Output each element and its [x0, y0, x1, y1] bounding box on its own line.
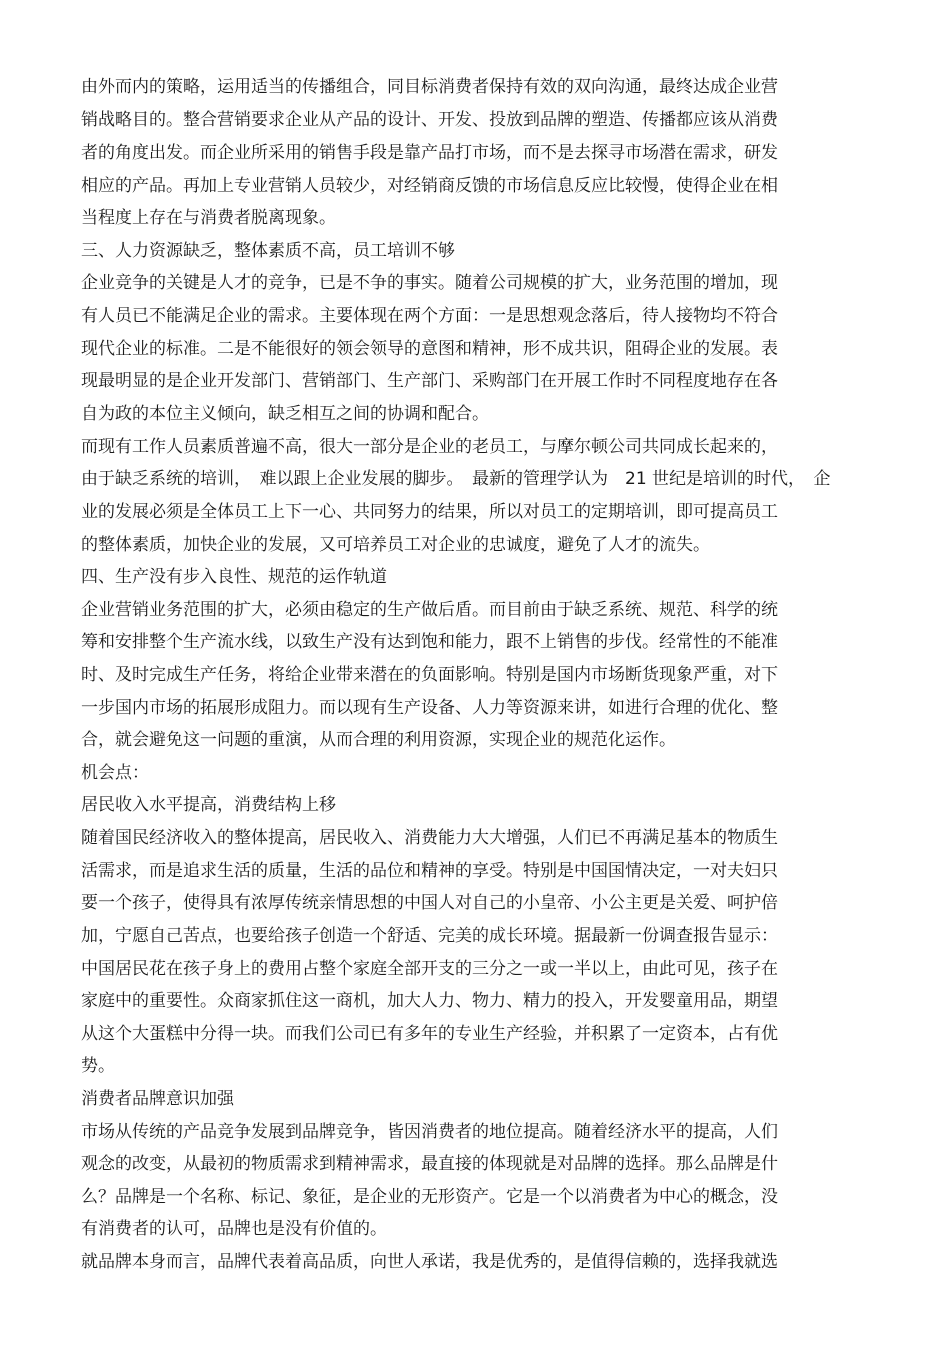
- section-heading: 机会点：: [81, 763, 149, 783]
- text-line: 企业竞争的关键是人才的竞争，已是不争的事实。随着公司规模的扩大，业务范围的增加，现: [81, 273, 778, 293]
- text-line: 有消费者的认可，品牌也是没有价值的。: [81, 1219, 387, 1239]
- section-heading: 三、人力资源缺乏，整体素质不高，员工培训不够: [81, 241, 455, 261]
- text-line: 活需求，而是追求生活的质量，生活的品位和精神的享受。特别是中国国情决定，一对夫妇只: [81, 861, 778, 881]
- text-line: 势。: [81, 1056, 115, 1076]
- subsection-heading: 消费者品牌意识加强: [81, 1089, 234, 1109]
- text-line: 合，就会避免这一问题的重演，从而合理的利用资源，实现企业的规范化运作。: [81, 730, 676, 750]
- text-line: 要一个孩子，使得具有浓厚传统亲情思想的中国人对自己的小皇帝、小公主更是关爱、呵护倍: [81, 893, 778, 913]
- text-line: 当程度上存在与消费者脱离现象。: [81, 208, 336, 228]
- text-line: 中国居民花在孩子身上的费用占整个家庭全部开支的三分之一或一半以上，由此可见，孩子在: [81, 959, 778, 979]
- text-line: 自为政的本位主义倾向，缺乏相互之间的协调和配合。: [81, 404, 489, 424]
- text-line: 由外而内的策略，运用适当的传播组合，同目标消费者保持有效的双向沟通，最终达成企业营: [81, 77, 778, 97]
- text-line: 而现有工作人员素质普遍不高，很大一部分是企业的老员工，与摩尔顿公司共同成长起来的，: [81, 437, 778, 457]
- text-line: 由于缺乏系统的培训， 难以跟上企业发展的脚步。 最新的管理学认为 21 世纪是培训的时代， 企: [81, 469, 831, 489]
- text-line: 加，宁愿自己苦点，也要给孩子创造一个舒适、完美的成长环境。据最新一份调查报告显示：: [81, 926, 778, 946]
- section-heading: 四、生产没有步入良性、规范的运作轨道: [81, 567, 387, 587]
- text-line: 就品牌本身而言，品牌代表着高品质，向世人承诺，我是优秀的，是值得信赖的，选择我就选: [81, 1252, 778, 1272]
- text-line: 业的发展必须是全体员工上下一心、共同努力的结果，所以对员工的定期培训，即可提高员工: [81, 502, 778, 522]
- text-line: 者的角度出发。而企业所采用的销售手段是靠产品打市场，而不是去探寻市场潜在需求，研发: [81, 143, 778, 163]
- text-line: 随着国民经济收入的整体提高，居民收入、消费能力大大增强，人们已不再满足基本的物质生: [81, 828, 778, 848]
- text-line: 家庭中的重要性。众商家抓住这一商机，加大人力、物力、精力的投入，开发婴童用品，期望: [81, 991, 778, 1011]
- text-line: 销战略目的。整合营销要求企业从产品的设计、开发、投放到品牌的塑造、传播都应该从消费: [81, 110, 778, 130]
- text-line: 一步国内市场的拓展形成阻力。而以现有生产设备、人力等资源来讲，如进行合理的优化、整: [81, 698, 778, 718]
- text-line: 时、及时完成生产任务，将给企业带来潜在的负面影响。特别是国内市场断货现象严重，对下: [81, 665, 778, 685]
- text-line: 么？品牌是一个名称、标记、象征，是企业的无形资产。它是一个以消费者为中心的概念，没: [81, 1187, 778, 1207]
- text-line: 从这个大蛋糕中分得一块。而我们公司已有多年的专业生产经验，并积累了一定资本，占有优: [81, 1024, 778, 1044]
- text-line: 市场从传统的产品竞争发展到品牌竞争，皆因消费者的地位提高。随着经济水平的提高，人们: [81, 1122, 778, 1142]
- subsection-heading: 居民收入水平提高，消费结构上移: [81, 795, 336, 815]
- text-line: 现最明显的是企业开发部门、营销部门、生产部门、采购部门在开展工作时不同程度地存在各: [81, 371, 778, 391]
- text-line: 筹和安排整个生产流水线，以致生产没有达到饱和能力，跟不上销售的步伐。经常性的不能准: [81, 632, 778, 652]
- text-line: 现代企业的标准。二是不能很好的领会领导的意图和精神，形不成共识，阻碍企业的发展。表: [81, 339, 778, 359]
- text-line: 观念的改变，从最初的物质需求到精神需求，最直接的体现就是对品牌的选择。那么品牌是什: [81, 1154, 778, 1174]
- text-line: 企业营销业务范围的扩大，必须由稳定的生产做后盾。而目前由于缺乏系统、规范、科学的统: [81, 600, 778, 620]
- text-line: 的整体素质，加快企业的发展，又可培养员工对企业的忠诚度，避免了人才的流失。: [81, 535, 710, 555]
- text-line: 有人员已不能满足企业的需求。主要体现在两个方面：一是思想观念落后，待人接物均不符合: [81, 306, 778, 326]
- text-line: 相应的产品。再加上专业营销人员较少，对经销商反馈的市场信息反应比较慢，使得企业在相: [81, 176, 778, 196]
